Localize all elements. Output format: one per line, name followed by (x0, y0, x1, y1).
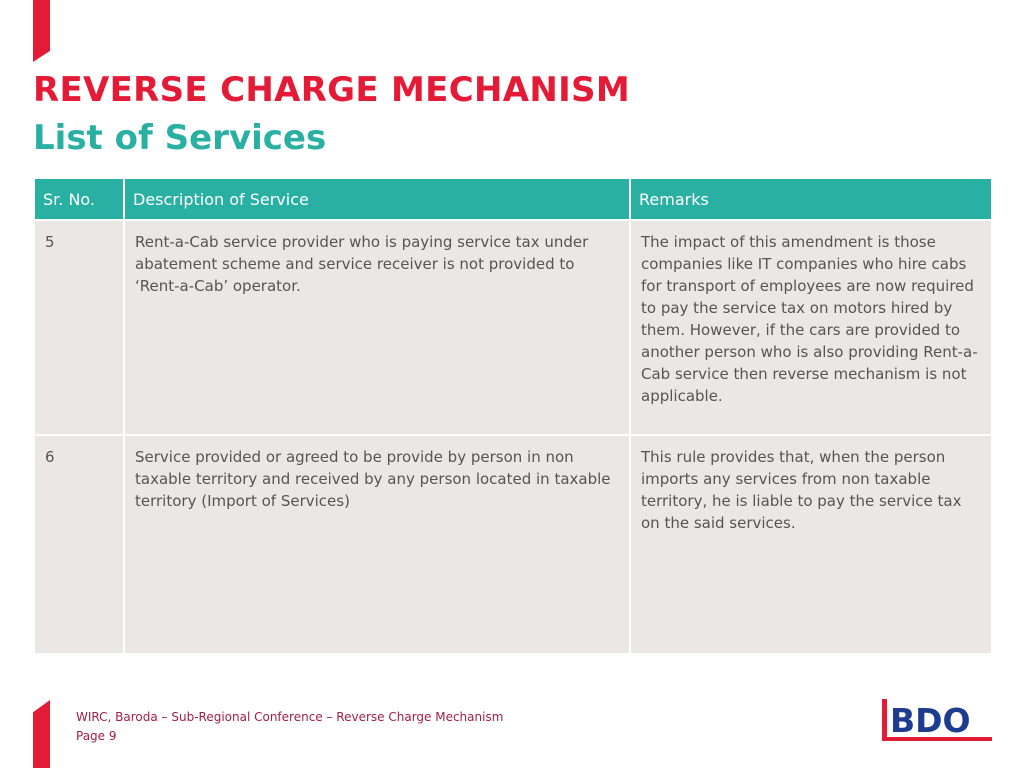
column-header-description: Description of Service (124, 178, 630, 220)
column-header-sr-no: Sr. No. (34, 178, 124, 220)
table-row (34, 220, 992, 435)
cell-sr-no: 6 (34, 435, 124, 654)
cell-description: Service provided or agreed to be provide by person in non taxable territory and received by any person located in taxable territory (Import of Services) (124, 435, 630, 654)
services-table (33, 177, 993, 655)
page-title: REVERSE CHARGE MECHANISM (33, 70, 630, 110)
cell-description: Rent-a-Cab service provider who is paying service tax under abatement scheme and service receiver is not provided to ‘Rent-a-Cab’ operator. (124, 220, 630, 435)
svg-text:BDO: BDO (890, 701, 971, 740)
bdo-logo-icon (881, 697, 993, 745)
top-accent-bar (33, 0, 50, 62)
table-header-row (34, 178, 992, 220)
cell-remarks: This rule provides that, when the person imports any services from non taxable territory, he is liable to pay the service tax on the said services. (630, 435, 992, 654)
bottom-accent-bar (33, 700, 50, 768)
footer-page-number: Page 9 (76, 729, 117, 743)
footer-conference-text: WIRC, Baroda – Sub-Regional Conference – Reverse Charge Mechanism (76, 710, 504, 724)
cell-remarks: The impact of this amendment is those companies like IT companies who hire cabs for transport of employees are now required to pay the service tax on motors hired by them. However, if the cars are provided to another person who is also providing Rent-a-Cab service then reverse mechanism is not applicable. (630, 220, 992, 435)
column-header-remarks: Remarks (630, 178, 992, 220)
table-row (34, 435, 992, 654)
cell-sr-no: 5 (34, 220, 124, 435)
page-subtitle: List of Services (33, 118, 327, 158)
